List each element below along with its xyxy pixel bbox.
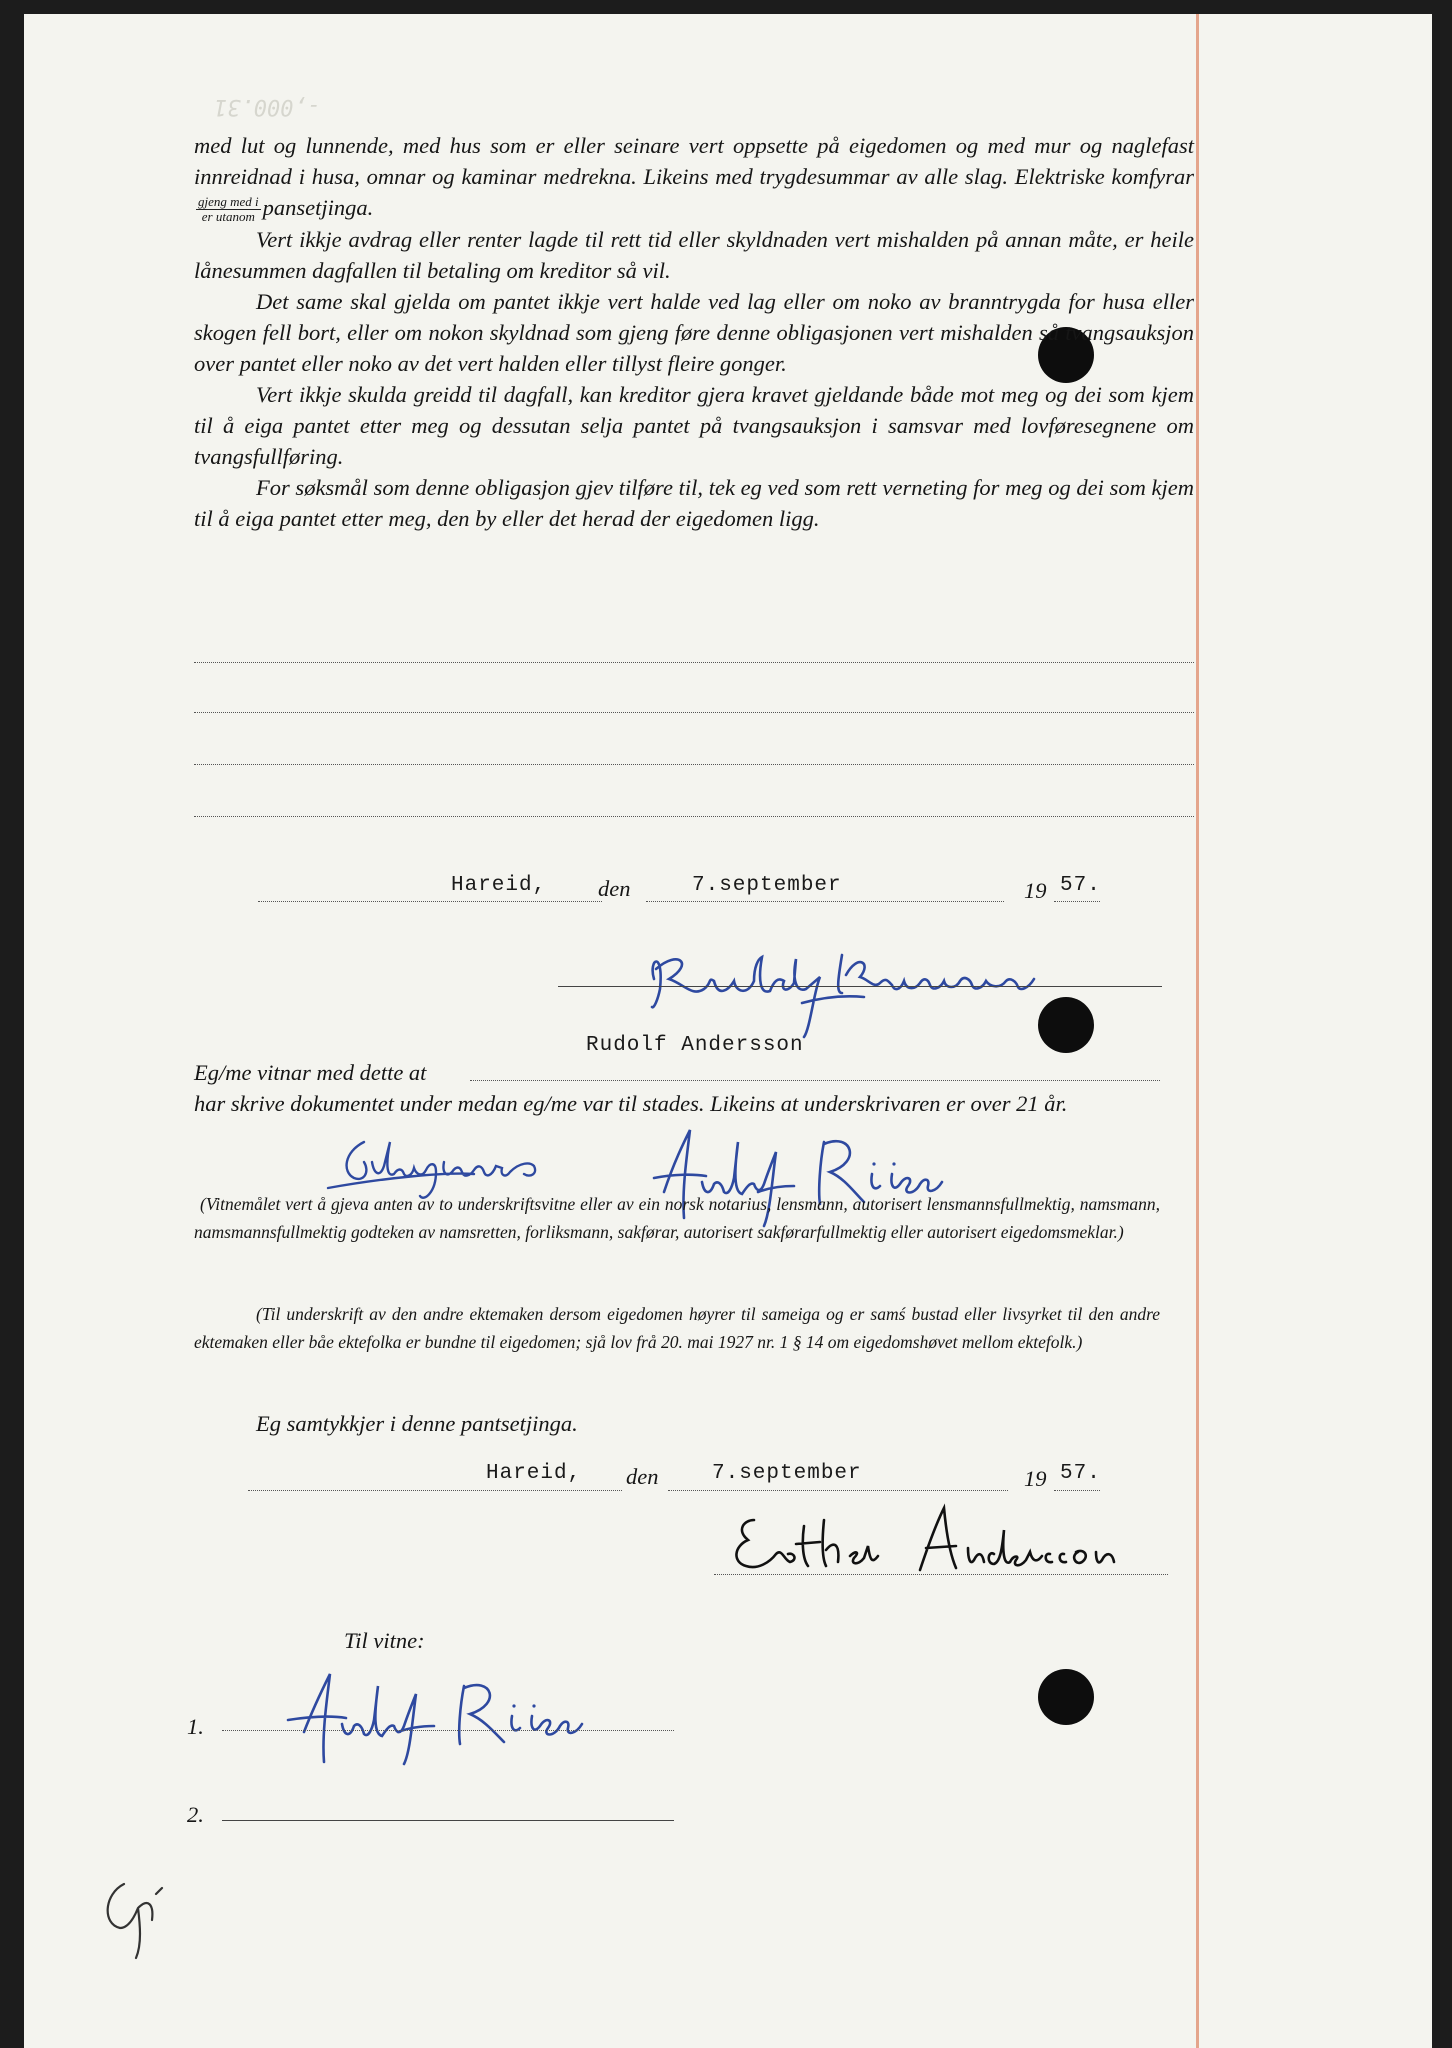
witness-statement-line: [470, 1080, 1160, 1081]
signature-esther-andersson: [724, 1500, 1164, 1590]
date-place: Hareid,: [451, 874, 547, 897]
signature-line-esther: [714, 1574, 1168, 1575]
margin-initials: [94, 1854, 194, 1964]
bleed-through-header: -,000.31: [214, 94, 320, 119]
signature-rudolf-andersson: [624, 919, 1084, 1039]
witness-statement-line1: Eg/me vitnar med dette at: [194, 1060, 427, 1085]
blank-line-1: [194, 662, 1194, 663]
note-spouse-signature: (Til underskrift av den andre ektemaken dersom eigedomen høyrer til sameiga og er samś bustad eller livsyrket til den andre ektemaken eller båe ektefolka er bundne til eigedomen; sjå lov frå 20. mai 1927 nr. 1 § 14 om eigedomshøvet mellom ektefolk.): [194, 1304, 1160, 1352]
signature-line-rudolf: [558, 986, 1162, 987]
signer-printed-name: Rudolf Andersson: [586, 1034, 804, 1057]
witness-statement-rest: har skrive dokumentet under medan eg/me var til stades. Likeins at underskrivaren er over 21 år.: [194, 1091, 1068, 1116]
paragraph-4: Vert ikkje skulda greidd til dagfall, kan kreditor gjera kravet gjeldande både mot meg og dei som kjem til å eiga pantet etter meg og dessutan selja pantet på tvangsauksjon i samsvar med lovføresegnene om tvangsfullføring.: [194, 382, 1194, 470]
date-den-label: den: [598, 876, 631, 901]
paragraph-1: med lut og lunnende, med hus som er eller seinare vert oppsette på eigedomen og med mur og naglefast innreidnad i husa, omnar og kaminar medrekna. Likeins med trygdesummar av alle slag. Elektriske komfyrar $\frac{\text{gjeng med i}}{\text{er utanom}}$ pansetjinga.: [194, 133, 1194, 225]
witness-number-1: 1.: [187, 1714, 204, 1739]
witness-1-signature: [264, 1666, 594, 1766]
paragraph-5: For søksmål som denne obligasjon gjev tilføre til, tek eg ved som rett verneting for meg og dei som kjem til å eiga pantet etter meg, den by eller det herad der eigedomen ligg.: [194, 475, 1194, 532]
witness-number-2: 2.: [187, 1802, 204, 1827]
date2-line-year: [1054, 1490, 1100, 1491]
blank-line-2: [194, 712, 1194, 713]
date2-line-date: [668, 1490, 1008, 1491]
note-witness-requirements: (Vitnemålet vert å gjeva anten av to underskriftsvitne eller av ein norsk notarius, lensmann, autorisert lensmannsfullmektig, namsmann, namsmannsfullmektig godteken av namsretten, forliksmann, sakførar, autorisert sakførarfullmektig eller autorisert eigedomsmeklar.): [194, 1194, 1160, 1242]
date-line-date: [646, 901, 1004, 902]
date2-den-label: den: [626, 1464, 659, 1489]
date2-year-prefix: 19: [1024, 1466, 1047, 1491]
punch-hole-bottom: [1038, 1669, 1094, 1725]
red-margin-line: [1196, 14, 1199, 2048]
til-vitne-label: Til vitne:: [344, 1628, 425, 1653]
witness-line-1: [222, 1730, 674, 1731]
blank-line-4: [194, 816, 1194, 817]
date-line-place: [258, 901, 602, 902]
date2-year: 57.: [1060, 1462, 1101, 1485]
paragraph-3: Det same skal gjelda om pantet ikkje vert halde ved lag eller om noko av branntrygda for husa eller skogen fell bort, eller om nokon skyldnad som gjeng føre denne obligasjonen vert mishalden så tvangsauksjon over pantet eller noko av det vert halden eller tillyst fleire gonger.: [194, 289, 1194, 377]
obligation-text: [194, 130, 1194, 534]
blank-line-3: [194, 764, 1194, 765]
date2-line-place: [248, 1490, 622, 1491]
paragraph-2: Vert ikkje avdrag eller renter lagde til rett tid eller skyldnaden vert mishalden på annan måte, er heile lånesummen dagfallen til betaling om kreditor så vil.: [194, 227, 1194, 284]
date-year: 57.: [1060, 874, 1101, 897]
date2-place: Hareid,: [486, 1462, 582, 1485]
date-value: 7.september: [692, 874, 842, 897]
fraction-choice: $\frac{\text{gjeng med i}}{\text{er utanom}}$: [198, 194, 259, 225]
date2-value: 7.september: [712, 1462, 862, 1485]
date-year-prefix: 19: [1024, 878, 1047, 903]
consent-text: Eg samtykkjer i denne pantsetjinga.: [256, 1411, 578, 1436]
document-page: [24, 14, 1432, 2048]
witness-line-2: [222, 1820, 674, 1821]
date-line-year: [1054, 901, 1100, 902]
